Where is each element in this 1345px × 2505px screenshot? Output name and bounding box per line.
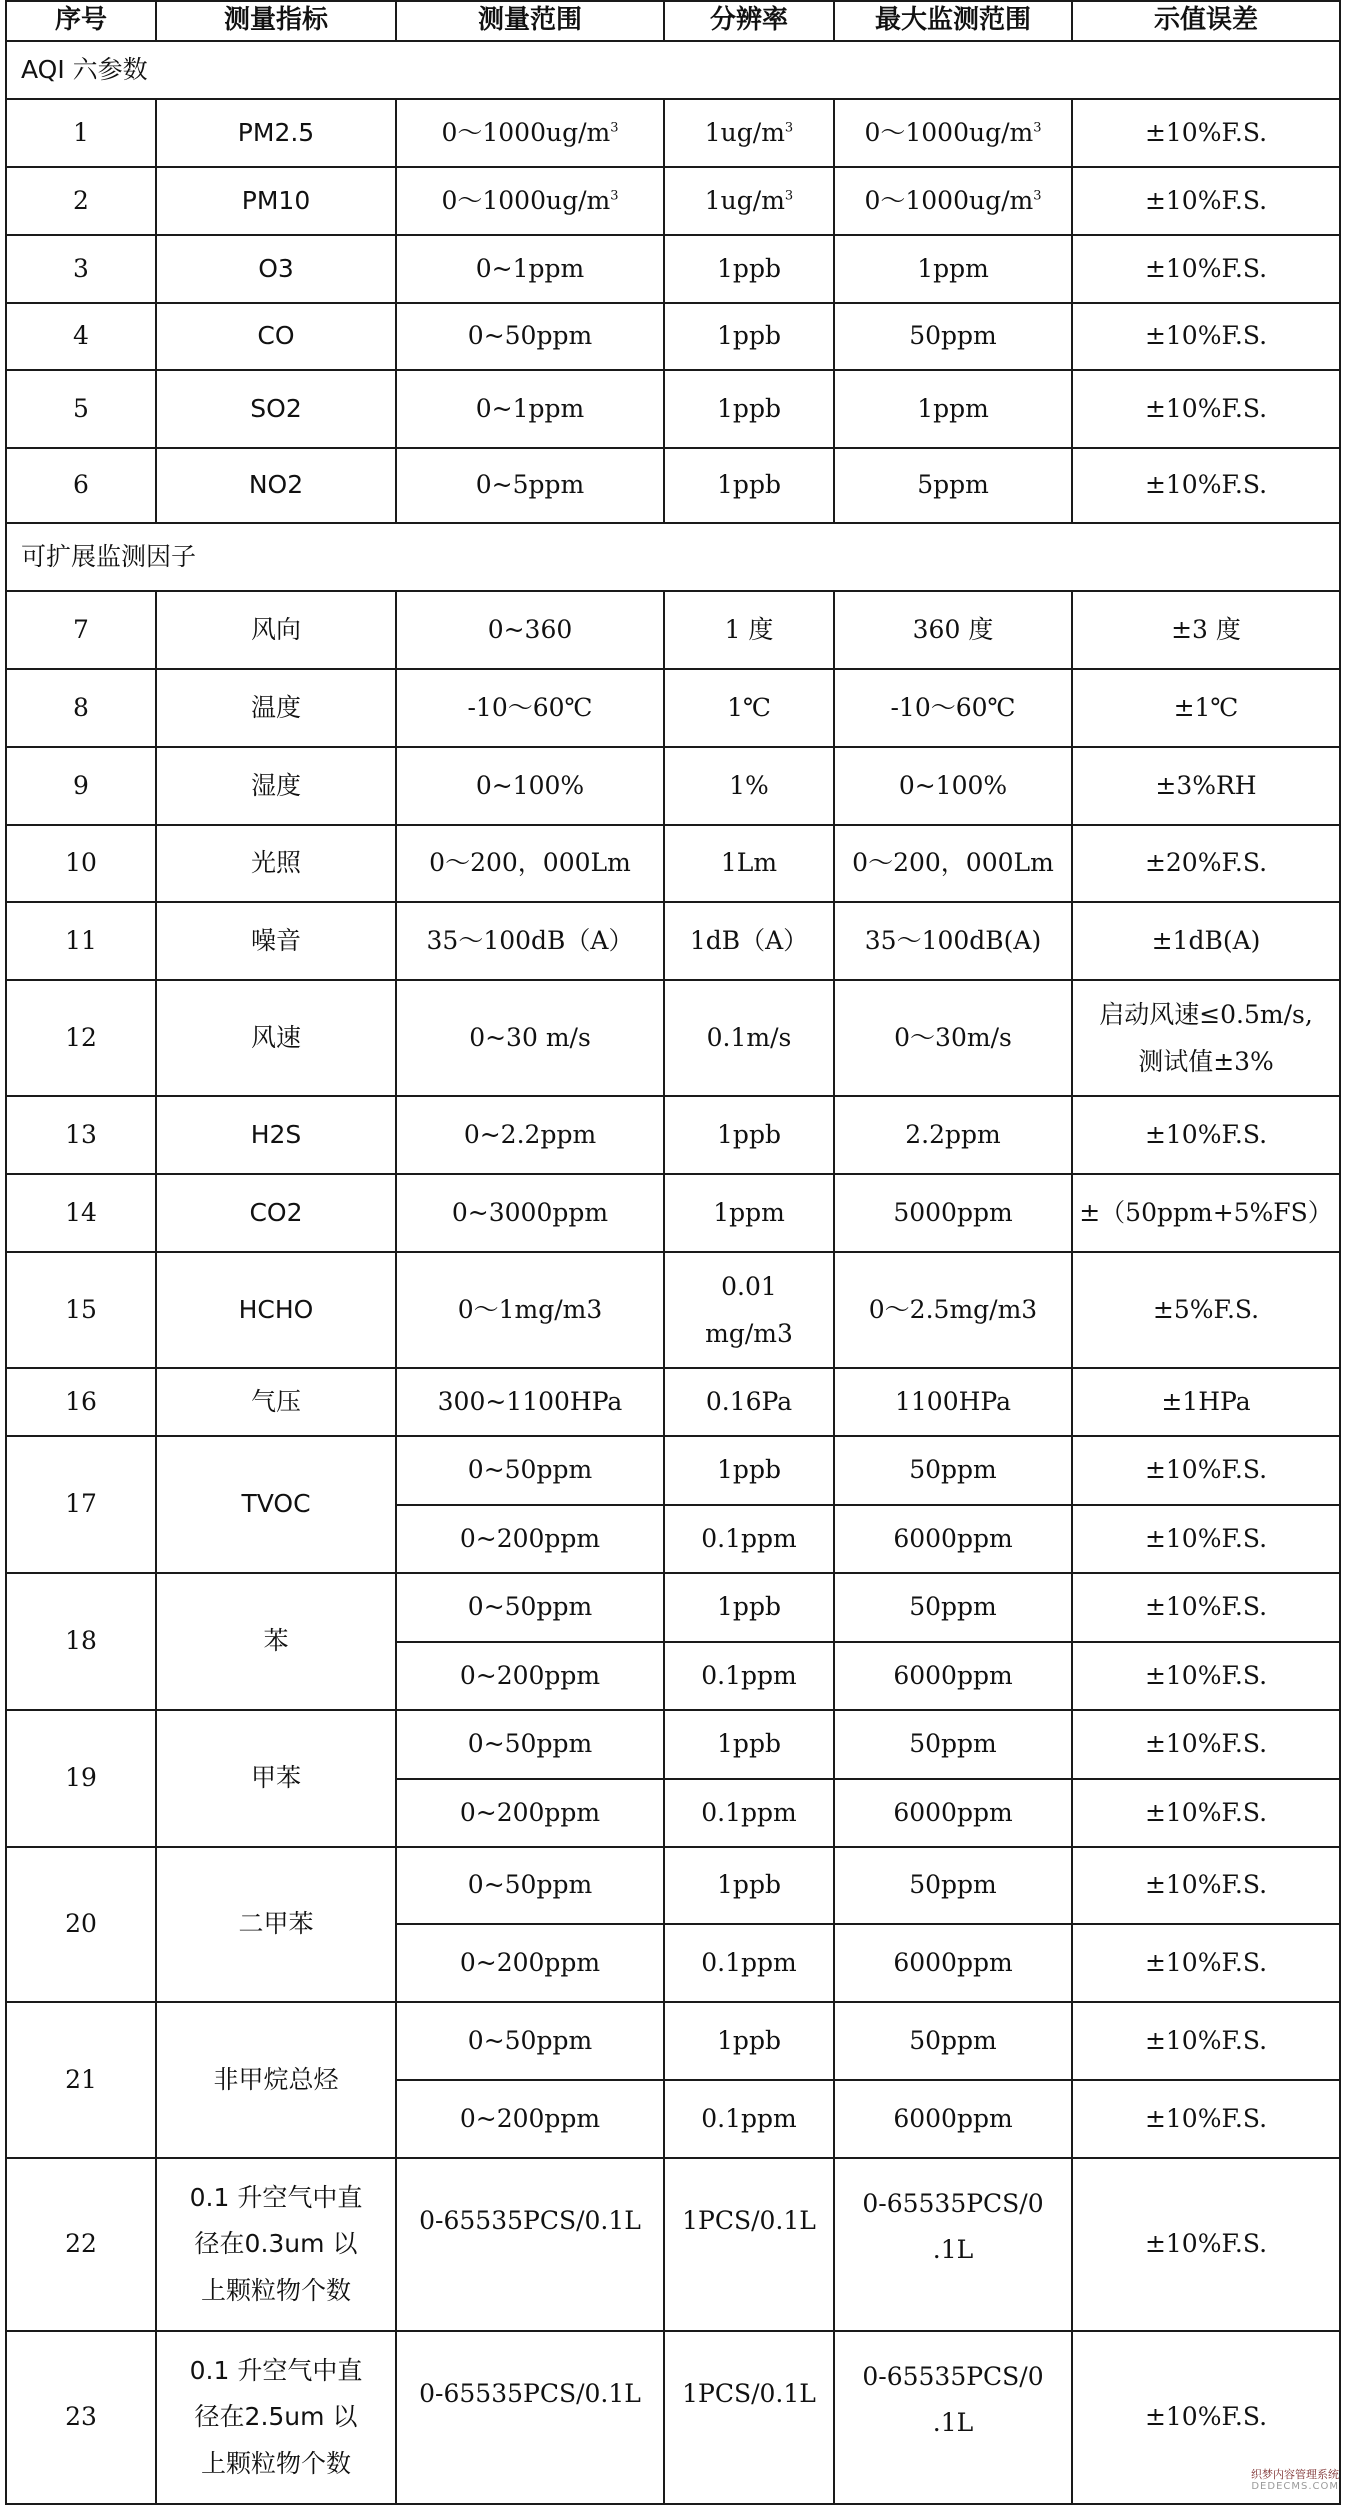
row-error: ±（50ppm+5%FS） (1072, 1174, 1340, 1252)
row-resolution (664, 1252, 834, 1368)
row-range: 0~200ppm (396, 1924, 664, 2002)
row-indicator: PM10 (156, 167, 396, 235)
row-indicator: 气压 (156, 1368, 396, 1436)
row-max-range: 50ppm (834, 1710, 1072, 1779)
row-index: 13 (6, 1096, 156, 1174)
table-row (6, 902, 1340, 980)
row-index: 10 (6, 825, 156, 902)
table-row (6, 99, 1340, 167)
row-resolution: 0.1ppm (664, 1642, 834, 1710)
row-max-range: 0～200，000Lm (834, 825, 1072, 902)
row-index: 5 (6, 370, 156, 448)
table-row (6, 235, 1340, 303)
row-range: 0~360 (396, 591, 664, 669)
watermark-line2: DEDECMS.COM (1251, 2481, 1339, 2492)
row-indicator: SO2 (156, 370, 396, 448)
watermark-logo (1227, 2469, 1339, 2495)
table-row (6, 1573, 1340, 1642)
row-max-range-line2: .1L (932, 2235, 974, 2265)
row-error: ±10%F.S. (1072, 448, 1340, 523)
row-error: ±10%F.S. (1072, 99, 1340, 167)
row-index: 21 (6, 2002, 156, 2158)
row-range: 0~1ppm (396, 235, 664, 303)
row-index: 2 (6, 167, 156, 235)
row-resolution-line1: 0.01 (721, 1271, 777, 1301)
row-indicator: 温度 (156, 669, 396, 747)
row-max-range: 1ppm (834, 370, 1072, 448)
row-range: 0~200ppm (396, 1505, 664, 1573)
table-row (6, 669, 1340, 747)
row-indicator: 非甲烷总烃 (156, 2002, 396, 2158)
row-index: 6 (6, 448, 156, 523)
table-row (6, 2331, 1340, 2504)
row-max-range: 50ppm (834, 303, 1072, 370)
header-range: 测量范围 (396, 1, 664, 41)
row-resolution: 1ppb (664, 370, 834, 448)
row-error: ±10%F.S. (1072, 1436, 1340, 1505)
row-error: ±10%F.S. (1072, 1642, 1340, 1710)
row-indicator-line1: 0.1 升空气中直 (189, 2356, 363, 2386)
row-index: 16 (6, 1368, 156, 1436)
row-index: 9 (6, 747, 156, 825)
row-resolution: $1ug/m^3$ (664, 99, 834, 167)
row-max-range-line2: .1L (932, 2408, 974, 2438)
row-max-range (834, 2158, 1072, 2331)
row-resolution: 0.1m/s (664, 980, 834, 1096)
row-max-range: $0\sim 1000ug/m^3$ (834, 99, 1072, 167)
row-indicator: 二甲苯 (156, 1847, 396, 2002)
row-resolution: 1℃ (664, 669, 834, 747)
row-range: 0~50ppm (396, 303, 664, 370)
row-resolution: 1ppb (664, 303, 834, 370)
row-indicator: TVOC (156, 1436, 396, 1573)
row-indicator-line2: 径在0.3um 以 (194, 2229, 358, 2259)
row-range: 0~50ppm (396, 2002, 664, 2080)
row-max-range: 50ppm (834, 1436, 1072, 1505)
row-max-range: 35～100dB(A) (834, 902, 1072, 980)
row-max-range: 360 度 (834, 591, 1072, 669)
row-error: ±10%F.S. (1072, 1779, 1340, 1847)
row-error: ±10%F.S. (1072, 1505, 1340, 1573)
row-index: 12 (6, 980, 156, 1096)
row-index: 19 (6, 1710, 156, 1847)
row-max-range: 5000ppm (834, 1174, 1072, 1252)
table-row (6, 1847, 1340, 1924)
row-error: ±10%F.S. (1072, 1710, 1340, 1779)
row-indicator: H2S (156, 1096, 396, 1174)
row-error: ±10%F.S. (1072, 1096, 1340, 1174)
row-index: 15 (6, 1252, 156, 1368)
row-resolution: $1ug/m^3$ (664, 167, 834, 235)
row-error: ±5%F.S. (1072, 1252, 1340, 1368)
row-indicator-line2: 径在2.5um 以 (194, 2402, 358, 2432)
section-title-aqi: AQI 六参数 (6, 41, 1340, 99)
row-resolution: 1ppm (664, 1174, 834, 1252)
table-row (6, 1252, 1340, 1368)
table-row (6, 1436, 1340, 1505)
table-row (6, 747, 1340, 825)
row-indicator: NO2 (156, 448, 396, 523)
row-index: 18 (6, 1573, 156, 1710)
row-max-range: 50ppm (834, 2002, 1072, 2080)
row-max-range: 2.2ppm (834, 1096, 1072, 1174)
row-resolution: 1PCS/0.1L (664, 2331, 834, 2504)
row-error: ±10%F.S. (1072, 167, 1340, 235)
row-resolution: 1ppb (664, 448, 834, 523)
row-range: 0~3000ppm (396, 1174, 664, 1252)
row-max-range: 6000ppm (834, 1642, 1072, 1710)
row-indicator: 风速 (156, 980, 396, 1096)
row-range: 0～1mg/m3 (396, 1252, 664, 1368)
row-range: 0~30 m/s (396, 980, 664, 1096)
row-error (1072, 980, 1340, 1096)
row-index: 7 (6, 591, 156, 669)
row-max-range-line1: 0-65535PCS/0 (862, 2362, 1044, 2391)
row-index: 14 (6, 1174, 156, 1252)
row-max-range: -10～60℃ (834, 669, 1072, 747)
row-range: 0~50ppm (396, 1436, 664, 1505)
row-indicator: 甲苯 (156, 1710, 396, 1847)
row-max-range: 0~100% (834, 747, 1072, 825)
row-error: ±10%F.S. (1072, 1924, 1340, 2002)
row-resolution: 1Lm (664, 825, 834, 902)
row-resolution: 1% (664, 747, 834, 825)
row-range: 300~1100HPa (396, 1368, 664, 1436)
section-row-aqi (6, 41, 1340, 99)
row-max-range: 0～30m/s (834, 980, 1072, 1096)
table-row (6, 448, 1340, 523)
row-error: ±10%F.S. (1072, 2002, 1340, 2080)
table-row (6, 1368, 1340, 1436)
row-range: $0\sim 1000ug/m^3$ (396, 167, 664, 235)
row-indicator: HCHO (156, 1252, 396, 1368)
row-index: 22 (6, 2158, 156, 2331)
row-resolution: 1PCS/0.1L (664, 2158, 834, 2331)
row-error: ±10%F.S. (1072, 2158, 1340, 2331)
row-range: 0~100% (396, 747, 664, 825)
table-row (6, 2002, 1340, 2080)
row-range: 0～200，000Lm (396, 825, 664, 902)
row-resolution-line2: mg/m3 (705, 1319, 793, 1348)
row-range: 0-65535PCS/0.1L (396, 2331, 664, 2504)
table-row (6, 303, 1340, 370)
row-max-range: 6000ppm (834, 1505, 1072, 1573)
row-indicator: 噪音 (156, 902, 396, 980)
row-resolution: 0.1ppm (664, 1779, 834, 1847)
row-error: ±1dB(A) (1072, 902, 1340, 980)
row-range: 0~200ppm (396, 1779, 664, 1847)
table-row (6, 825, 1340, 902)
row-index: 23 (6, 2331, 156, 2504)
row-indicator-line3: 上颗粒物个数 (200, 2275, 351, 2305)
row-indicator: 光照 (156, 825, 396, 902)
row-resolution: 1ppb (664, 1573, 834, 1642)
row-indicator-line1: 0.1 升空气中直 (189, 2183, 363, 2213)
row-index: 4 (6, 303, 156, 370)
row-index: 17 (6, 1436, 156, 1573)
table-row (6, 167, 1340, 235)
row-indicator (156, 2158, 396, 2331)
row-resolution: 1dB（A） (664, 902, 834, 980)
row-max-range: 5ppm (834, 448, 1072, 523)
header-resolution: 分辨率 (664, 1, 834, 41)
row-range: 0~50ppm (396, 1847, 664, 1924)
header-index: 序号 (6, 1, 156, 41)
row-index: 3 (6, 235, 156, 303)
row-max-range (834, 2331, 1072, 2504)
table-row (6, 370, 1340, 448)
row-indicator: 湿度 (156, 747, 396, 825)
row-resolution: 0.1ppm (664, 1924, 834, 2002)
row-indicator (156, 2331, 396, 2504)
table-row (6, 1710, 1340, 1779)
header-row (6, 1, 1340, 41)
row-max-range: 0～2.5mg/m3 (834, 1252, 1072, 1368)
table-row (6, 1174, 1340, 1252)
row-error: ±10%F.S. (1072, 1847, 1340, 1924)
row-error: ±1HPa (1072, 1368, 1340, 1436)
row-indicator: PM2.5 (156, 99, 396, 167)
row-range: $0\sim 1000ug/m^3$ (396, 99, 664, 167)
row-range: 0~5ppm (396, 448, 664, 523)
table-row (6, 1096, 1340, 1174)
row-range: 0~2.2ppm (396, 1096, 664, 1174)
row-error: ±10%F.S. (1072, 2080, 1340, 2158)
row-indicator-line3: 上颗粒物个数 (200, 2448, 351, 2478)
header-error: 示值误差 (1072, 1, 1340, 41)
row-range: 35～100dB（A） (396, 902, 664, 980)
row-resolution: 1ppb (664, 2002, 834, 2080)
row-resolution: 1ppb (664, 1436, 834, 1505)
header-max-range: 最大监测范围 (834, 1, 1072, 41)
row-resolution: 0.1ppm (664, 2080, 834, 2158)
row-index: 11 (6, 902, 156, 980)
row-error: ±10%F.S. (1072, 370, 1340, 448)
row-resolution: 1ppb (664, 1710, 834, 1779)
row-max-range: 6000ppm (834, 1924, 1072, 2002)
section-title-extended: 可扩展监测因子 (6, 523, 1340, 591)
row-index: 8 (6, 669, 156, 747)
row-indicator: 风向 (156, 591, 396, 669)
row-index: 20 (6, 1847, 156, 2002)
row-max-range: 6000ppm (834, 1779, 1072, 1847)
row-resolution: 1ppb (664, 1096, 834, 1174)
row-range: 0~200ppm (396, 1642, 664, 1710)
section-row-extended (6, 523, 1340, 591)
row-error-line1: 启动风速≤0.5m/s, (1099, 999, 1313, 1029)
watermark-line1: 织梦内容管理系统 (1251, 2468, 1339, 2481)
row-error: ±10%F.S. (1072, 235, 1340, 303)
spec-table (5, 0, 1341, 2505)
row-error: ±20%F.S. (1072, 825, 1340, 902)
row-error: ±10%F.S. (1072, 1573, 1340, 1642)
row-error-line2: 测试值±3% (1138, 1047, 1274, 1076)
row-range: 0~50ppm (396, 1710, 664, 1779)
row-range: -10～60℃ (396, 669, 664, 747)
row-resolution: 0.16Pa (664, 1368, 834, 1436)
row-range: 0~50ppm (396, 1573, 664, 1642)
table-row (6, 2158, 1340, 2331)
table-row (6, 591, 1340, 669)
row-range: 0-65535PCS/0.1L (396, 2158, 664, 2331)
row-error: ±3 度 (1072, 591, 1340, 669)
row-resolution: 1ppb (664, 1847, 834, 1924)
row-resolution: 1ppb (664, 235, 834, 303)
row-indicator: CO (156, 303, 396, 370)
row-max-range: $0\sim 1000ug/m^3$ (834, 167, 1072, 235)
row-resolution: 1 度 (664, 591, 834, 669)
row-max-range: 1ppm (834, 235, 1072, 303)
row-indicator: O3 (156, 235, 396, 303)
row-range: 0~200ppm (396, 2080, 664, 2158)
row-max-range: 6000ppm (834, 2080, 1072, 2158)
row-range: 0~1ppm (396, 370, 664, 448)
row-max-range: 50ppm (834, 1847, 1072, 1924)
row-indicator: 苯 (156, 1573, 396, 1710)
row-error: ±1℃ (1072, 669, 1340, 747)
row-indicator: CO2 (156, 1174, 396, 1252)
row-index: 1 (6, 99, 156, 167)
row-max-range: 50ppm (834, 1573, 1072, 1642)
header-indicator: 测量指标 (156, 1, 396, 41)
row-error: ±3%RH (1072, 747, 1340, 825)
table-row (6, 980, 1340, 1096)
row-max-range: 1100HPa (834, 1368, 1072, 1436)
row-error: ±10%F.S. (1072, 303, 1340, 370)
row-resolution: 0.1ppm (664, 1505, 834, 1573)
row-max-range-line1: 0-65535PCS/0 (862, 2189, 1044, 2218)
row-error: ±10%F.S. (1072, 2331, 1340, 2504)
